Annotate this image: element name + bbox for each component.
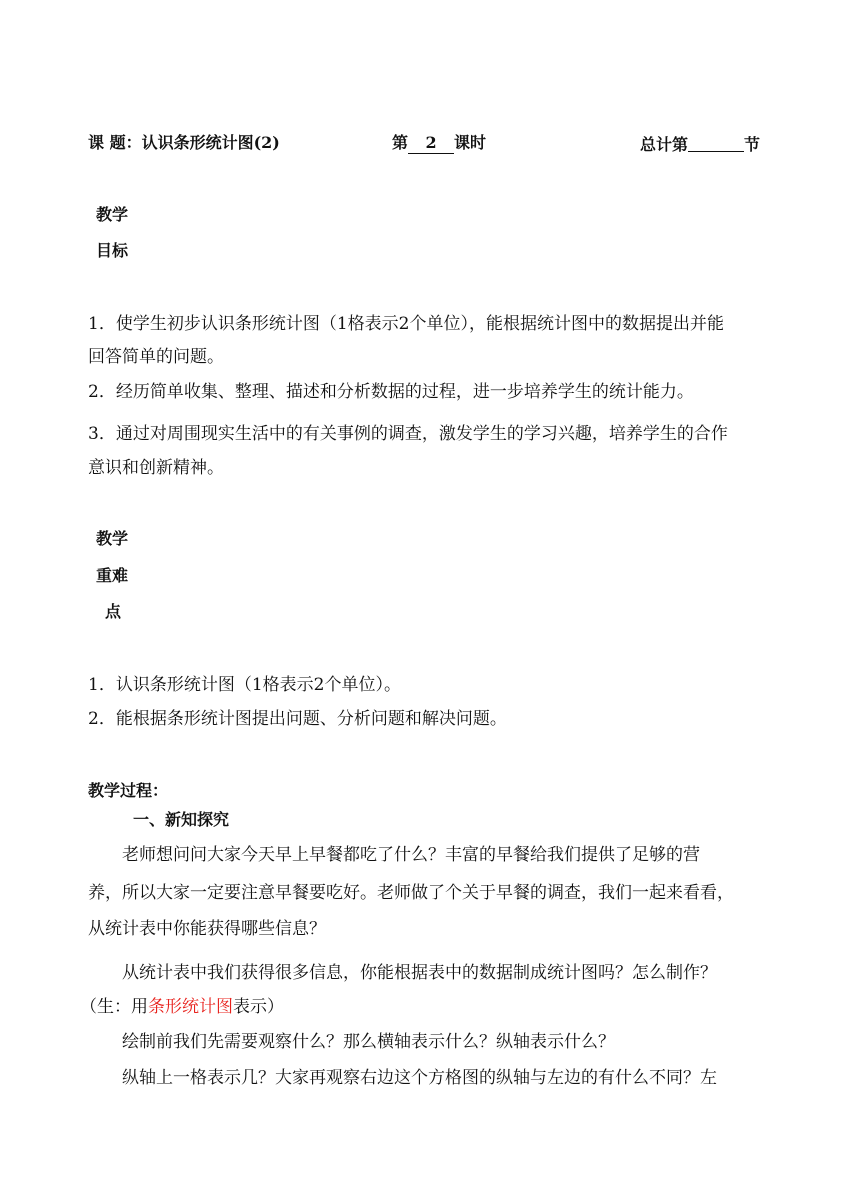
goal-item-2: 2．经历简单收集、整理、描述和分析数据的过程，进一步培养学生的统计能力。 (88, 382, 694, 402)
para2-line1: 从统计表中我们获得很多信息，你能根据表中的数据制成统计图吗？怎么制作？ (122, 963, 717, 983)
lesson-number: 2 (408, 133, 454, 154)
goal-item-3-cont: 意识和创新精神。 (88, 458, 224, 478)
process-heading: 教学过程： (88, 781, 169, 800)
total-suffix: 节 (744, 135, 761, 154)
keypoints-label-line2: 重难 (96, 566, 129, 585)
goal-item-1-cont: 回答简单的问题。 (88, 347, 224, 367)
para2-line2 (80, 996, 284, 1018)
para1-line2: 养，所以大家一定要注意早餐要吃好。老师做了个关于早餐的调查，我们一起来看看， (88, 883, 734, 903)
para3: 绘制前我们先需要观察什么？那么横轴表示什么？纵轴表示什么？ (122, 1032, 615, 1052)
para1-line1: 老师想问问大家今天早上早餐都吃了什么？丰富的早餐给我们提供了足够的营 (122, 845, 700, 865)
goals-label-line1: 教学 (96, 205, 129, 224)
topic-label: 课 题： (88, 133, 142, 152)
lesson-number-line (392, 133, 486, 154)
topic-line (88, 133, 280, 153)
keypoints-label-line1: 教学 (96, 529, 129, 548)
keypoints-label-line3: 点 (105, 602, 122, 621)
topic-title: 认识条形统计图(2) (141, 133, 280, 152)
para2-suffix: 表示） (233, 997, 284, 1017)
para2-prefix: （生：用 (80, 997, 148, 1017)
goals-label-line2: 目标 (96, 241, 129, 260)
section1-title: 一、新知探究 (133, 810, 230, 829)
para2-highlight: 条形统计图 (148, 997, 233, 1017)
lesson-prefix: 第 (392, 133, 409, 152)
para4: 纵轴上一格表示几？大家再观察右边这个方格图的纵轴与左边的有什么不同？左 (122, 1068, 717, 1088)
lesson-suffix: 课时 (454, 133, 487, 152)
goal-item-1: 1．使学生初步认识条形统计图（1格表示2个单位），能根据统计图中的数据提出并能 (88, 314, 724, 334)
para1-line3: 从统计表中你能获得哪些信息？ (88, 919, 326, 939)
total-number-blank (688, 133, 744, 152)
keypoint-item-1: 1．认识条形统计图（1格表示2个单位）。 (88, 675, 401, 695)
total-count-line (640, 133, 760, 155)
total-prefix: 总计第 (640, 135, 689, 154)
keypoint-item-2: 2．能根据条形统计图提出问题、分析问题和解决问题。 (88, 709, 507, 729)
goal-item-3: 3．通过对周围现实生活中的有关事例的调查，激发学生的学习兴趣，培养学生的合作 (88, 424, 728, 444)
